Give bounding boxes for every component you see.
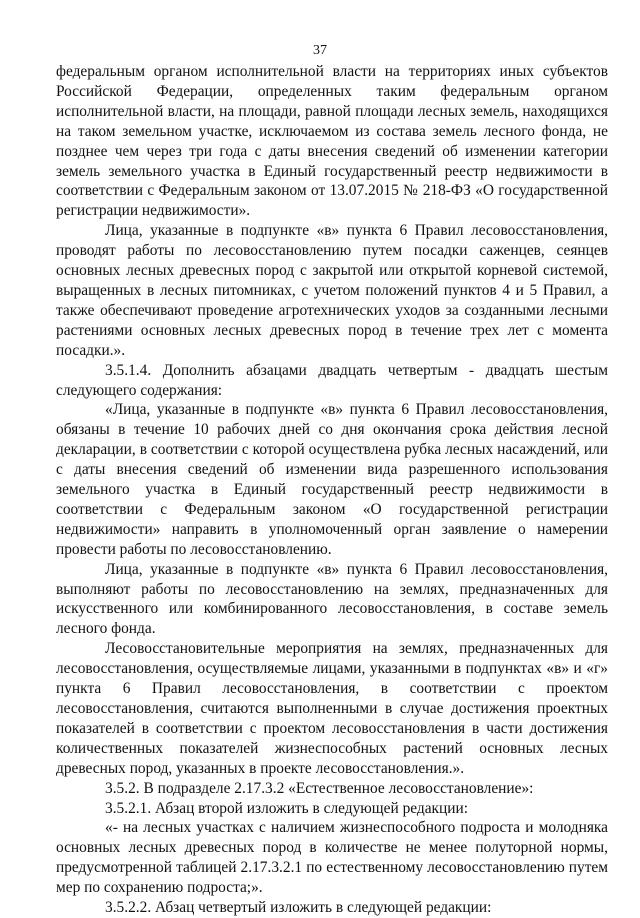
paragraph: 3.5.2.2. Абзац четвертый изложить в следующей редакции:	[105, 899, 492, 917]
paragraph: Лица, указанные в подпункте «в» пункта 6 Правил лесовосстановления, выполняют работы по лесовосстановлению на землях, предназначенных для искусственного или комбинированного лесовосстановления, в составе земель лесного фонда.	[56, 560, 608, 638]
paragraph: 3.5.2. В подразделе 2.17.3.2 «Естественное лесовосстановление»:	[105, 779, 534, 797]
paragraph: «Лица, указанные в подпункте «в» пункта 6 Правил лесовосстановления, обязаны в течение 10 рабочих дней со дня окончания срока действия лесной декларации, в соответствии с которой осуществлена рубка лесных насаждений, или с даты внесения сведений об изменении вида разрешенного использования земельного участка в Единый государственный реестр недвижимости в соответствии с Федеральным законом «О государственной регистрации недвижимости» направить в уполномоченный орган заявление о намерении провести работы по лесовосстановлению.	[56, 401, 608, 558]
paragraph: 3.5.1.4. Дополнить абзацами двадцать четвертым - двадцать шестым следующего содержания:	[56, 361, 608, 399]
document-body	[56, 62, 608, 918]
paragraph: Лесовосстановительные мероприятия на землях, предназначенных для лесовосстановления, осуществляемые лицами, указанными в подпунктах «в» и «г» пункта 6 Правил лесовосстановления, в соответствии с проектом лесовосстановления, считаются выполненными в случае достижения проектных показателей в соответствии с проектом лесовосстановления в части достижения количественных показателей жизнеспособных растений основных лесных древесных пород, указанных в проекте лесовосстановления.».	[56, 640, 608, 777]
paragraph: «- на лесных участках с наличием жизнеспособного подроста и молодняка основных лесных древесных пород в количестве не менее полуторной нормы, предусмотренной таблицей 2.17.3.2.1 по естественному лесовосстановлению путем мер по сохранению подроста;».	[56, 819, 608, 897]
page-number: 37	[313, 43, 327, 58]
paragraph: федеральным органом исполнительной власти на территориях иных субъектов Российской Федерации, определенных таким федеральным органом исполнительной власти, на площади, равной площади лесных земель, находящихся на таком земельном участке, исключаемом из состава земель лесного фонда, не позднее чем через три года с даты внесения сведений об изменении категории земель земельного участка в Единый государственный реестр недвижимости в соответствии с Федеральным законом от 13.07.2015 № 218-ФЗ «О государственной регистрации недвижимости».	[56, 63, 608, 220]
paragraph: 3.5.2.1. Абзац второй изложить в следующей редакции:	[105, 799, 469, 817]
paragraph: Лица, указанные в подпункте «в» пункта 6 Правил лесовосстановления, проводят работы по лесовосстановлению путем посадки саженцев, сеянцев основных лесных древесных пород с закрытой или открытой корневой системой, выращенных в лесных питомниках, с учетом положений пунктов 4 и 5 Правил, а также обеспечивают проведение агротехнических уходов за созданными лесными растениями основных лесных древесных пород в течение трех лет с момента посадки.».	[56, 222, 608, 359]
